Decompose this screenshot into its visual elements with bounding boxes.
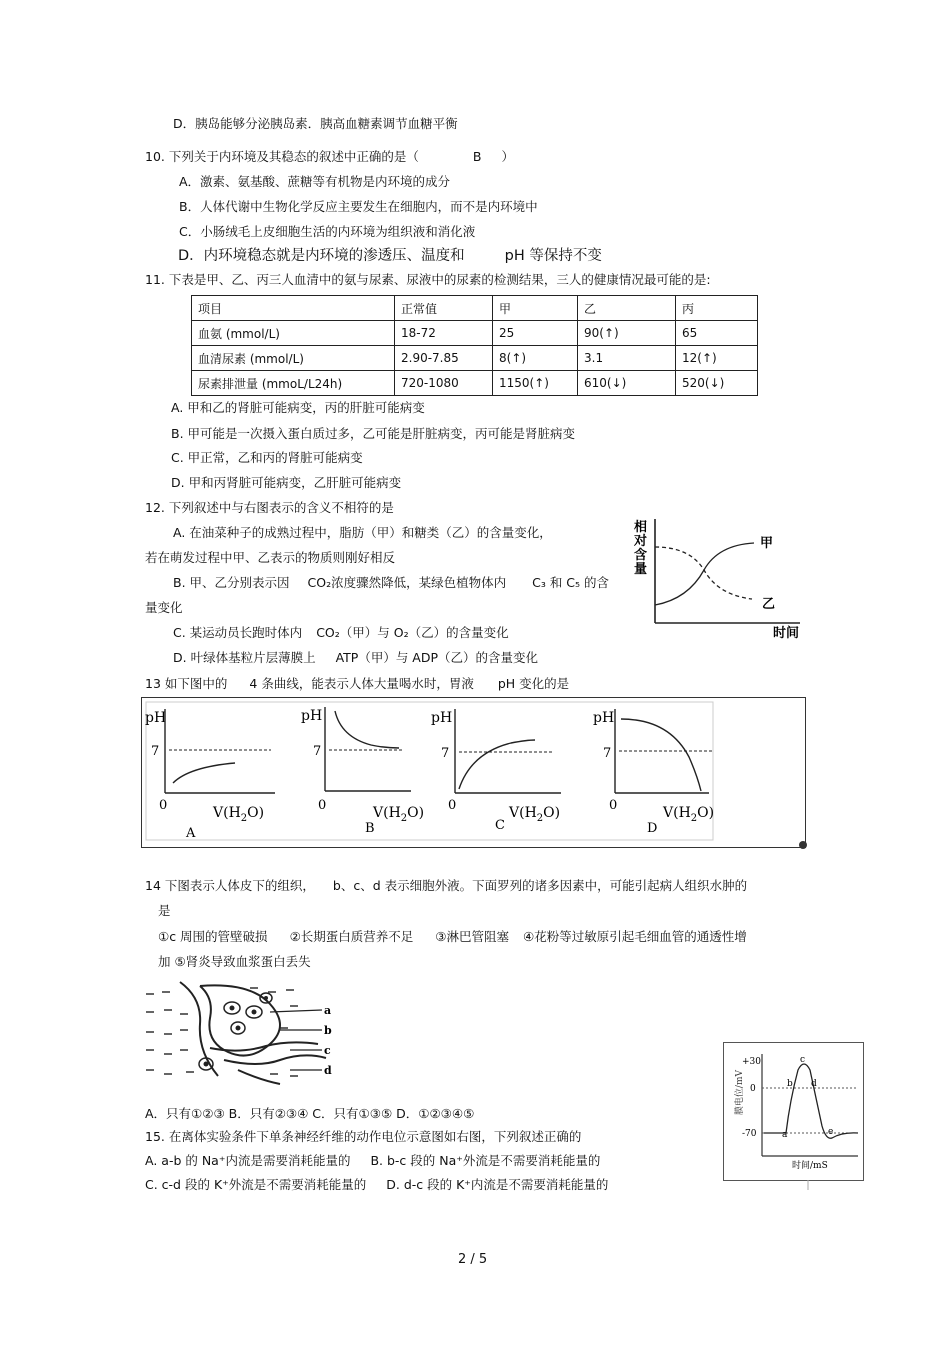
q13-graph-c bbox=[431, 709, 561, 833]
ylabel-char: 对 bbox=[634, 534, 648, 549]
label-jia: 甲 bbox=[760, 536, 774, 551]
table-row bbox=[192, 346, 758, 371]
curve-a bbox=[173, 763, 235, 783]
label-a: a bbox=[324, 1004, 332, 1017]
table-cell: 1150(↑) bbox=[493, 371, 578, 396]
svg-text:7: 7 bbox=[603, 746, 612, 761]
q11-option-d: D. 甲和丙肾脏可能病变，乙肝脏可能病变 bbox=[171, 475, 402, 490]
q12-figure bbox=[628, 515, 808, 645]
svg-text:V(H2O): $V(H_2O)$ bbox=[509, 805, 561, 824]
q10-option-a: A．激素、氨基酸、蔗糖等有机物是内环境的成分 bbox=[179, 174, 451, 189]
table-cell: 2.90-7.85 bbox=[395, 346, 493, 371]
tissue-fluid-dashes bbox=[146, 988, 298, 1076]
svg-text:V(H2O): $V(H_2O)$ bbox=[213, 805, 265, 824]
svg-text:pH: pH bbox=[145, 710, 167, 726]
point-e: e bbox=[828, 1127, 834, 1137]
svg-text:0: 0 bbox=[159, 798, 168, 813]
q10-option-d: D．内环境稳态就是内环境的渗透压、温度和 pH 等保持不变 bbox=[178, 248, 602, 264]
table-cell: 25 bbox=[493, 321, 578, 346]
table-cell: 12(↑) bbox=[676, 346, 758, 371]
tick-zero: 0 bbox=[750, 1084, 756, 1094]
table-header: 乙 bbox=[578, 296, 676, 321]
page-number: 2 / 5 bbox=[458, 1252, 488, 1267]
table-header: 丙 bbox=[676, 296, 758, 321]
q11-stem: 11. 下表是甲、乙、丙三人血清中的氨与尿素、尿液中的尿素的检测结果，三人的健康情况最可能的是: bbox=[145, 272, 711, 287]
label-yi: 乙 bbox=[762, 597, 776, 612]
table-cell: 520(↓) bbox=[676, 371, 758, 396]
q10-option-c: C．小肠绒毛上皮细胞生活的内环境为组织液和消化液 bbox=[179, 224, 476, 239]
q10-answer: B bbox=[472, 149, 482, 164]
q13-stem: 13 如下图中的 4 条曲线，能表示人体大量喝水时，胃液 pH 变化的是 bbox=[145, 676, 570, 691]
q14-stem: 14 下图表示人体皮下的组织， b、c、d 表示细胞外液。下面罗列的诸多因素中，可能引起病人组织水肿的 bbox=[145, 878, 748, 893]
graph-label-c: C bbox=[495, 818, 505, 833]
q12-option-b-cont: 量变化 bbox=[145, 600, 183, 615]
svg-text:V(H2O): $V(H_2O)$ bbox=[663, 805, 715, 824]
svg-text:7: 7 bbox=[313, 744, 322, 759]
q12-option-d: D. 叶绿体基粒片层薄膜上 ATP（甲）与 ADP（乙）的含量变化 bbox=[173, 650, 539, 665]
ylabel-char: 相 bbox=[634, 520, 648, 535]
svg-text:V(H2O): $V(H_2O)$ bbox=[373, 805, 425, 824]
xlabel: 时间/mS bbox=[792, 1161, 828, 1171]
ylabel: 膜电位/mV bbox=[735, 1070, 745, 1116]
q12-option-b: B. 甲、乙分别表示因 CO₂浓度骤然降低，某绿色植物体内 C₃ 和 C₅ 的含 bbox=[173, 575, 610, 590]
q15-options-cd: C. c-d 段的 K⁺外流是不需要消耗能量的 D. d-c 段的 K⁺内流是不需要消耗能量的 bbox=[145, 1177, 609, 1192]
label-c: c bbox=[324, 1044, 331, 1057]
vessel-wall bbox=[210, 1042, 326, 1084]
curve-c bbox=[459, 740, 535, 789]
point-c: c bbox=[800, 1055, 806, 1065]
action-potential-curve bbox=[764, 1064, 858, 1138]
figure-frame bbox=[142, 698, 806, 848]
tick-m70: -70 bbox=[742, 1129, 757, 1139]
q11-option-b: B. 甲可能是一次摄入蛋白质过多，乙可能是肝脏病变，丙可能是肾脏病变 bbox=[171, 426, 576, 441]
q13-graph-b bbox=[301, 707, 424, 836]
svg-text:7: 7 bbox=[441, 746, 450, 761]
ylabel-char: 含 bbox=[634, 548, 648, 563]
table-row bbox=[192, 321, 758, 346]
point-b: b bbox=[787, 1079, 793, 1089]
q14-stem-cont: 是 bbox=[158, 903, 171, 918]
q11-table bbox=[191, 295, 758, 396]
q10-stem: 10. 下列关于内环境及其稳态的叙述中正确的是（ B ） bbox=[145, 149, 514, 164]
table-header-row bbox=[192, 296, 758, 321]
q14-factors: ①c 周围的管壁破损 ②长期蛋白质营养不足 ③淋巴管阻塞 ④花粉等过敏原引起毛细血管的通透性增 bbox=[158, 929, 747, 944]
table-header: 甲 bbox=[493, 296, 578, 321]
q13-graph-a bbox=[145, 709, 275, 841]
graph-label-a: A bbox=[186, 826, 196, 841]
q14-options: A．只有①②③ B．只有②③④ C．只有①③⑤ D．①②③④⑤ bbox=[145, 1106, 475, 1121]
q12-option-c: C. 某运动员长跑时体内 CO₂（甲）与 O₂（乙）的含量变化 bbox=[173, 625, 509, 640]
svg-text:0: 0 bbox=[609, 798, 618, 813]
curve-b bbox=[335, 711, 399, 748]
q10-option-b: B．人体代谢中生物化学反应主要发生在细胞内，而不是内环境中 bbox=[179, 199, 538, 214]
svg-text:pH: pH bbox=[593, 710, 615, 726]
table-cell: 8(↑) bbox=[493, 346, 578, 371]
table-cell: 18-72 bbox=[395, 321, 493, 346]
q14-factors-cont: 加 ⑤肾炎导致血浆蛋白丢失 bbox=[158, 954, 311, 969]
q15-options-ab: A. a-b 的 Na⁺内流是需要消耗能量的 B. b-c 段的 Na⁺外流是不需要消耗能量的 bbox=[145, 1153, 601, 1168]
curve-yi bbox=[655, 547, 752, 599]
q15-stem: 15. 在离体实验条件下单条神经纤维的动作电位示意图如右图，下列叙述正确的 bbox=[145, 1129, 582, 1144]
q14-tissue-figure bbox=[140, 978, 340, 1090]
q15-figure bbox=[720, 1040, 870, 1190]
svg-text:pH: pH bbox=[431, 710, 453, 726]
table-cell: 尿素排泄量 (mmoL/L24h) bbox=[192, 371, 395, 396]
q9-option-d: D．胰岛能够分泌胰岛素．胰高血糖素调节血糖平衡 bbox=[173, 116, 458, 131]
q12-stem: 12. 下列叙述中与右图表示的含义不相符的是 bbox=[145, 500, 394, 515]
point-d: d bbox=[811, 1079, 817, 1089]
svg-text:7: 7 bbox=[151, 744, 160, 759]
curve-d bbox=[621, 719, 701, 791]
corner-dot bbox=[799, 841, 807, 849]
ylabel-char: 量 bbox=[634, 562, 648, 577]
label-d: d bbox=[324, 1064, 332, 1077]
table-cell: 610(↓) bbox=[578, 371, 676, 396]
label-b: b bbox=[324, 1024, 332, 1037]
table-cell: 65 bbox=[676, 321, 758, 346]
svg-text:0: 0 bbox=[448, 798, 457, 813]
table-row bbox=[192, 371, 758, 396]
table-cell: 720-1080 bbox=[395, 371, 493, 396]
q12-option-a: A. 在油菜种子的成熟过程中，脂肪（甲）和糖类（乙）的含量变化， bbox=[173, 525, 552, 540]
table-cell: 血清尿素 (mmol/L) bbox=[192, 346, 395, 371]
pointer-a bbox=[270, 1010, 322, 1012]
q13-graph-d bbox=[593, 709, 714, 836]
curve-jia bbox=[655, 543, 754, 605]
table-header: 正常值 bbox=[395, 296, 493, 321]
q13-figure bbox=[141, 697, 807, 849]
q12-option-a-cont: 若在萌发过程中甲、乙表示的物质则刚好相反 bbox=[145, 550, 396, 565]
graph-label-b: B bbox=[365, 821, 375, 836]
tick-p30: +30 bbox=[742, 1057, 761, 1067]
q11-option-c: C. 甲正常，乙和丙的肾脏可能病变 bbox=[171, 450, 363, 465]
table-header: 项目 bbox=[192, 296, 395, 321]
graph-label-d: D bbox=[647, 821, 658, 836]
table-cell: 90(↑) bbox=[578, 321, 676, 346]
q11-option-a: A. 甲和乙的肾脏可能病变，丙的肝脏可能病变 bbox=[171, 400, 425, 415]
table-cell: 血氨 (mmol/L) bbox=[192, 321, 395, 346]
point-a: a bbox=[782, 1130, 788, 1140]
svg-text:0: 0 bbox=[318, 798, 327, 813]
svg-text:pH: pH bbox=[301, 708, 323, 724]
table-cell: 3.1 bbox=[578, 346, 676, 371]
xlabel: 时间 bbox=[773, 626, 800, 641]
